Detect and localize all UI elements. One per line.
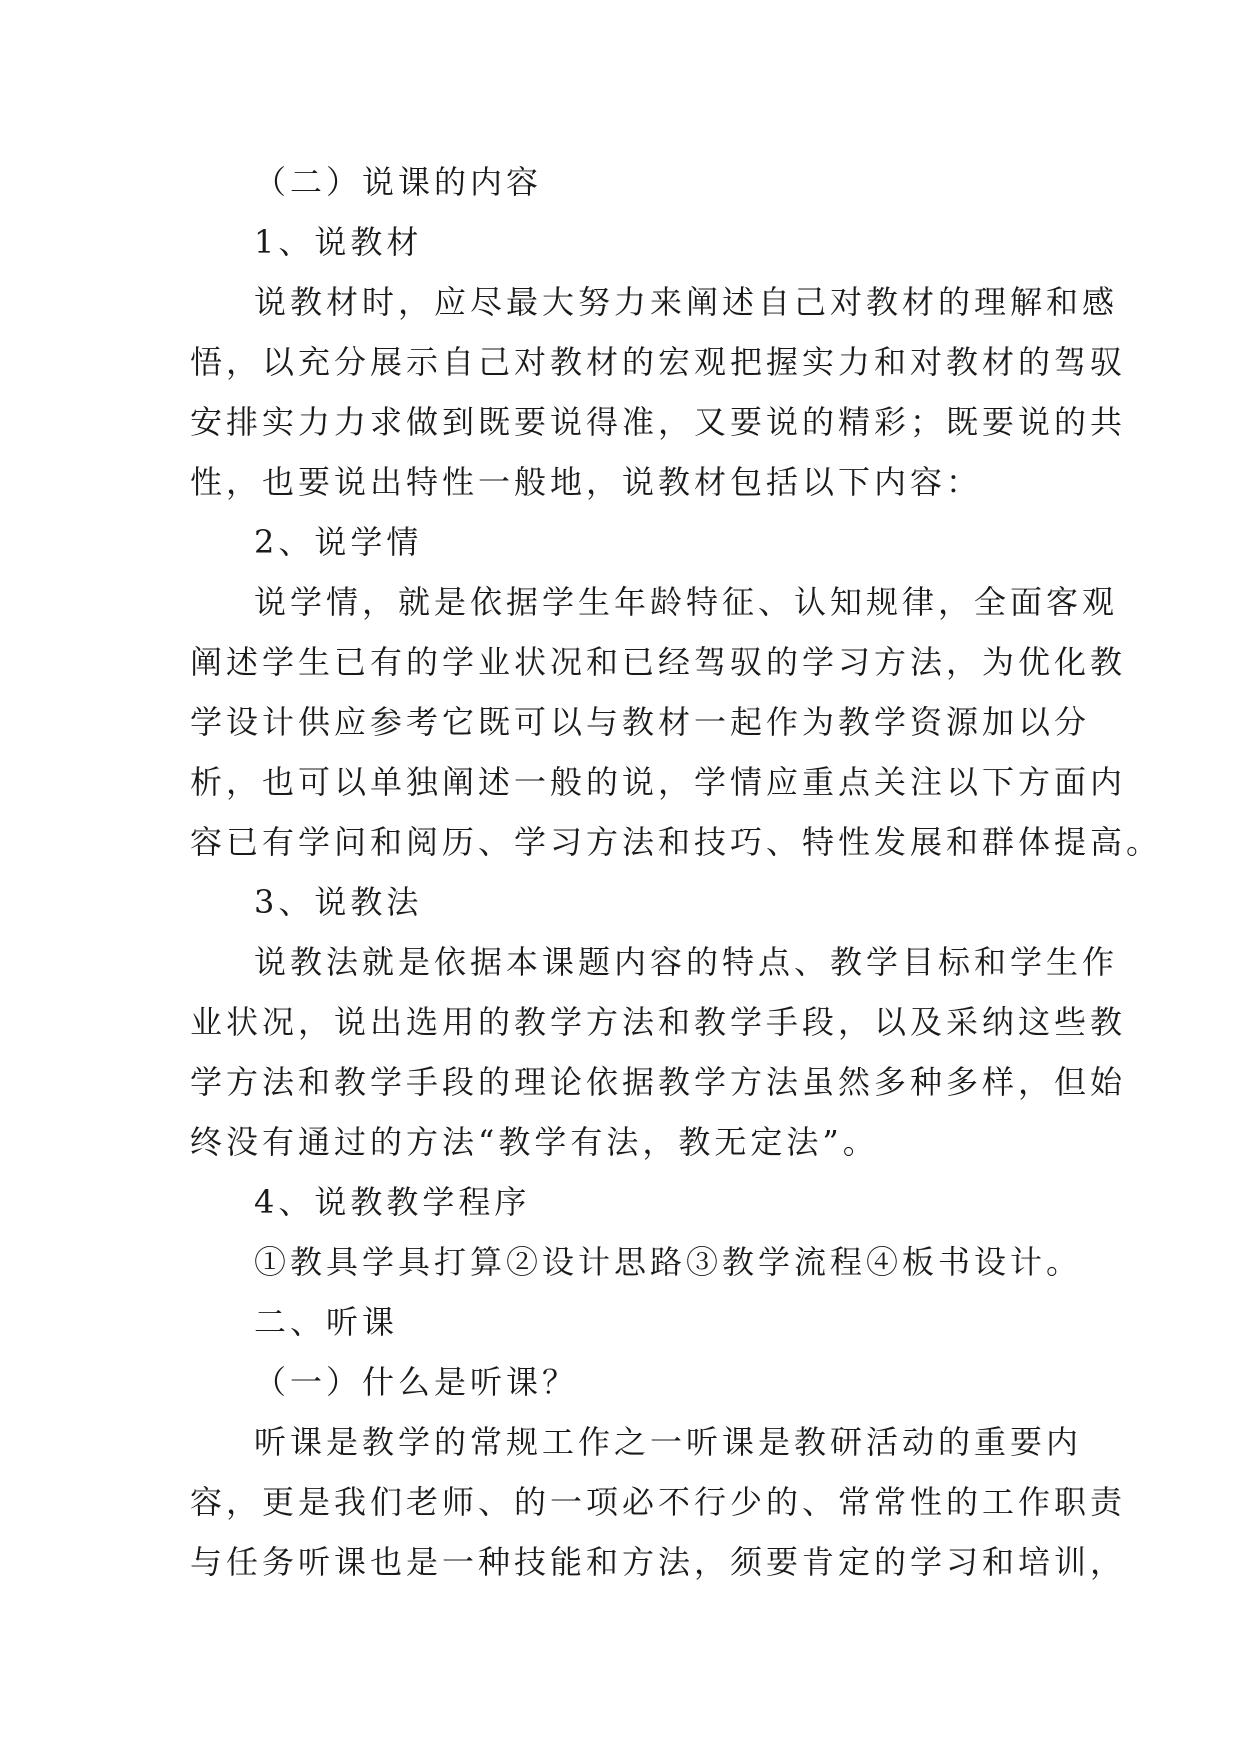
document-body (190, 152, 1163, 1592)
paragraph-line: 说教法就是依据本课题内容的特点、教学目标和学生作 (254, 943, 1119, 981)
paragraph-line: 容已有学问和阅历、学习方法和技巧、特性发展和群体提高。 (190, 823, 1163, 861)
subheading-what-is-listening: （一）什么是听课？ (254, 1363, 579, 1401)
paragraph-line: 容，更是我们老师、的一项必不行少的、常常性的工作职责 (190, 1483, 1127, 1521)
paragraph-line: 学方法和教学手段的理论依据教学方法虽然多种多样，但始 (190, 1063, 1127, 1101)
paragraph-line: 悟，以充分展示自己对教材的宏观把握实力和对教材的驾驭 (190, 343, 1127, 381)
paragraph-line: 终没有通过的方法“教学有法，教无定法”。 (190, 1123, 879, 1161)
paragraph-line: 阐述学生已有的学业状况和已经驾驭的学习方法，为优化教 (190, 643, 1127, 681)
paragraph-line: 与任务听课也是一种技能和方法，须要肯定的学习和培训， (190, 1543, 1127, 1581)
paragraph-line: ①教具学具打算②设计思路③教学流程④板书设计。 (254, 1243, 1083, 1281)
subheading-teaching-method: 3、说教法 (254, 883, 423, 921)
subheading-teaching-procedure: 4、说教教学程序 (254, 1183, 531, 1221)
paragraph-line: 听课是教学的常规工作之一听课是教研活动的重要内 (254, 1423, 1083, 1461)
paragraph-line: 学设计供应参考它既可以与教材一起作为教学资源加以分 (190, 703, 1091, 741)
paragraph-line: 安排实力力求做到既要说得准，又要说的精彩；既要说的共 (190, 403, 1127, 441)
paragraph-line: 说学情，就是依据学生年龄特征、认知规律，全面客观 (254, 583, 1119, 621)
paragraph-line: 性，也要说出特性一般地，说教材包括以下内容： (190, 463, 983, 501)
subheading-textbook: 1、说教材 (254, 223, 423, 261)
paragraph-line: 说教材时，应尽最大努力来阐述自己对教材的理解和感 (254, 283, 1119, 321)
heading-speaking-content: （二）说课的内容 (254, 163, 543, 201)
heading-listening-class: 二、听课 (254, 1303, 399, 1341)
paragraph-line: 业状况，说出选用的教学方法和教学手段，以及采纳这些教 (190, 1003, 1127, 1041)
subheading-student-situation: 2、说学情 (254, 523, 423, 561)
paragraph-line: 析，也可以单独阐述一般的说，学情应重点关注以下方面内 (190, 763, 1127, 801)
